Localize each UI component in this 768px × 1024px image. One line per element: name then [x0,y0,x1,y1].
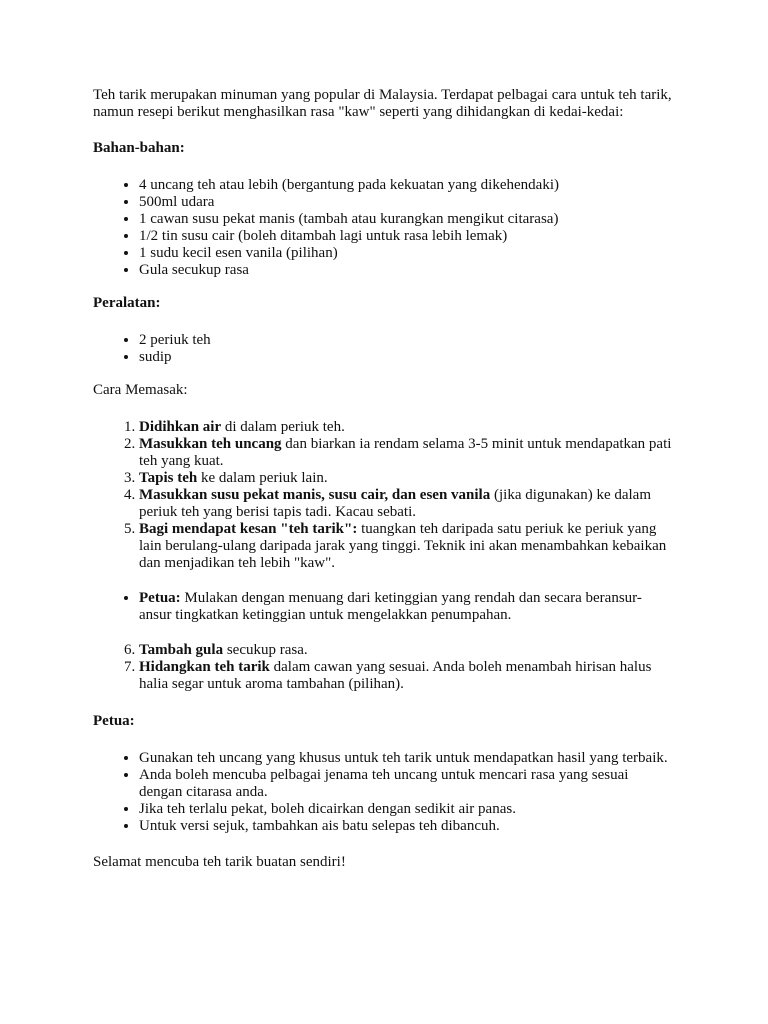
method-heading: Cara Memasak: [93,382,188,398]
step-bold: Didihkan air [139,419,222,435]
tip-text: Mulakan dengan menuang dari ketinggian yang rendah dan secara beransur-ansur tingkatkan ketinggian untuk mengelakkan penumpahan. [139,590,642,623]
equipment-list [93,332,673,366]
method-steps-continued [93,642,673,693]
list-item: • Jika teh terlalu pekat, boleh dicairkan dengan sedikit air panas. [139,801,673,818]
list-item: • Gula secukup rasa [139,262,673,279]
recipe-document [93,87,673,871]
step-item [139,642,673,659]
tip-bold: Petua: [139,590,181,606]
step-bold: Hidangkan teh tarik [139,659,270,675]
list-item: • Anda boleh mencuba pelbagai jenama teh uncang untuk mencari rasa yang sesuai dengan citarasa anda. [139,767,673,801]
step-bold: Masukkan teh uncang [139,436,282,452]
step-item [139,659,673,693]
step-item [139,436,673,470]
tip-item [139,590,673,624]
step-text: di dalam periuk teh. [221,419,345,435]
step-text: secukup rasa. [223,642,308,658]
step-text: (jika digunakan) ke dalam periuk teh yang berisi tapis tadi. Kacau sebati. [139,487,652,520]
step-bold: Masukkan susu pekat manis, susu cair, dan esen vanila [139,487,491,503]
step-text: tuangkan teh daripada satu periuk ke periuk yang lain berulang-ulang daripada jarak yang tinggi. Teknik ini akan menambahkan kebaikan dan menjadikan teh lebih "kaw". [139,521,667,571]
list-item: • 500ml udara [139,194,673,211]
step-text: dalam cawan yang sesuai. Anda boleh menambah hirisan halus halia segar untuk aroma tambahan (pilihan). [139,659,652,692]
method-tip-list [93,590,673,624]
list-item: • sudip [139,349,673,366]
step-text: dan biarkan ia rendam selama 3-5 minit untuk mendapatkan pati teh yang kuat. [139,436,672,469]
list-item: • Gunakan teh uncang yang khusus untuk teh tarik untuk mendapatkan hasil yang terbaik. [139,750,673,767]
step-item [139,419,673,436]
closing-line: Selamat mencuba teh tarik buatan sendiri! [93,854,346,870]
step-item [139,521,673,572]
ingredients-list [93,177,673,279]
list-item: • 2 periuk teh [139,332,673,349]
step-bold: Tambah gula [139,642,224,658]
equipment-heading: Peralatan: [93,295,161,311]
step-bold: Bagi mendapat kesan "teh tarik": [139,521,358,537]
method-steps [93,419,673,572]
tips-list [93,750,673,835]
step-text: ke dalam periuk lain. [197,470,328,486]
list-item: • 4 uncang teh atau lebih (bergantung pada kekuatan yang dikehendaki) [139,177,673,194]
step-item [139,470,673,487]
step-item [139,487,673,521]
list-item: • 1/2 tin susu cair (boleh ditambah lagi untuk rasa lebih lemak) [139,228,673,245]
list-item: • Untuk versi sejuk, tambahkan ais batu selepas teh dibancuh. [139,818,673,835]
step-bold: Tapis teh [139,470,198,486]
tips-heading: Petua: [93,713,135,729]
list-item: • 1 sudu kecil esen vanila (pilihan) [139,245,673,262]
list-item: • 1 cawan susu pekat manis (tambah atau kurangkan mengikut citarasa) [139,211,673,228]
intro-paragraph: Teh tarik merupakan minuman yang popular di Malaysia. Terdapat pelbagai cara untuk teh tarik, namun resepi berikut menghasilkan rasa "kaw" seperti yang dihidangkan di kedai-kedai: [93,87,672,120]
ingredients-heading: Bahan-bahan: [93,140,185,156]
